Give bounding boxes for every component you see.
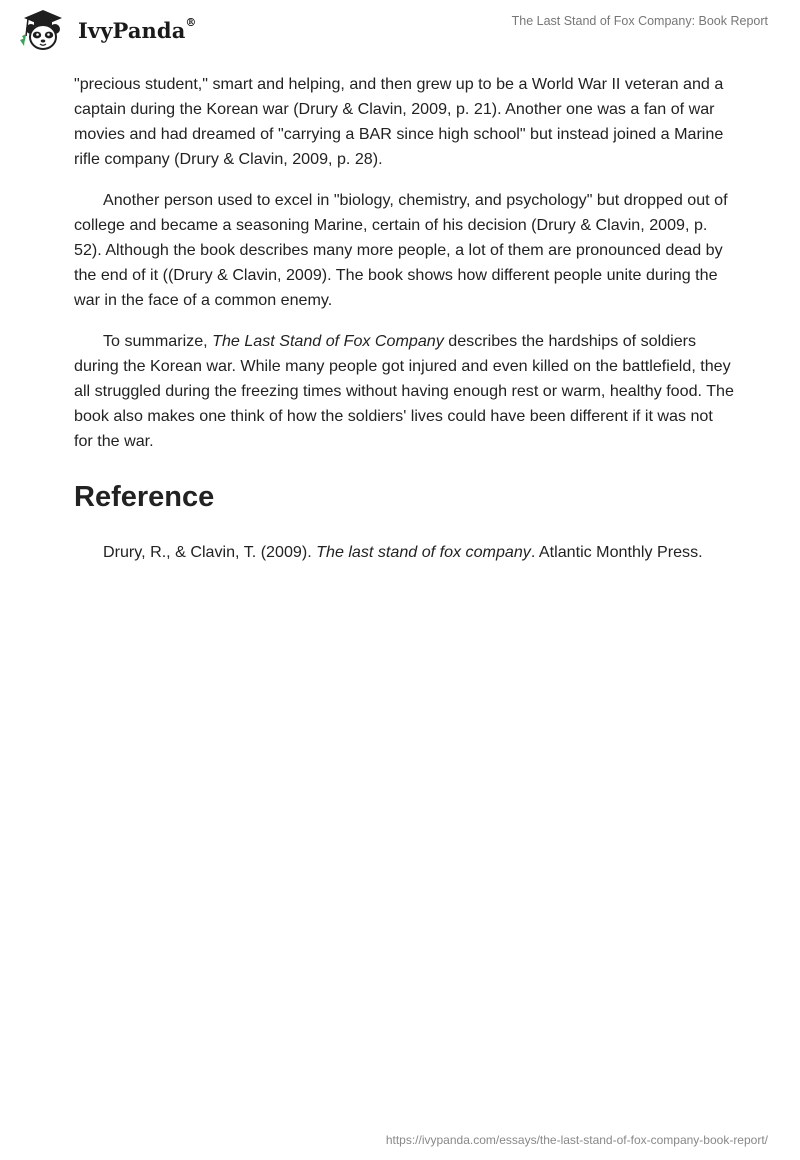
reference-authors: Drury, R., & Clavin, T. (2009). — [103, 543, 317, 561]
panda-graduate-icon — [14, 8, 76, 52]
document-body — [74, 72, 734, 581]
ivypanda-logo[interactable] — [14, 8, 197, 52]
document-title: The Last Stand of Fox Company: Book Report — [511, 14, 768, 28]
book-title-italic: The Last Stand of Fox Company — [212, 332, 444, 350]
summary-lead: To summarize, — [103, 332, 213, 350]
registered-mark: ® — [185, 15, 197, 29]
reference-entry — [74, 540, 734, 565]
logo-text — [78, 15, 197, 43]
page-header — [0, 0, 800, 70]
paragraph-another-person: Another person used to excel in "biology, chemistry, and psychology" but dropped out of college and became a seasoning Marine, certain of his decision (Drury & Clavin, 2009, p. 52). Although the book describes many more people, a lot of them are pronounced dead by the end of it ((Drury & Clavin, 2009). The book shows how different people unite during the war in the face of a common enemy. — [74, 191, 728, 309]
source-url-link[interactable]: https://ivypanda.com/essays/the-last-stand-of-fox-company-book-report/ — [385, 1133, 768, 1147]
logo-wordmark: IvyPanda — [78, 17, 186, 43]
reference-title-italic: The last stand of fox company — [316, 543, 531, 561]
paragraph-continued: "precious student," smart and helping, and then grew up to be a World War II veteran and a captain during the Korean war (Drury & Clavin, 2009, p. 21). Another one was a fan of war movies and had dreamed of "carrying a BAR since high school" but instead joined a Marine rifle company (Drury & Clavin, 2009, p. 28). — [74, 75, 724, 168]
reference-heading: Reference — [74, 481, 215, 513]
paragraph-summary — [74, 329, 734, 454]
reference-publisher: . Atlantic Monthly Press. — [530, 543, 703, 561]
summary-text: describes the hardships of soldiers during the Korean war. While many people got injured and even killed on the battlefield, they all struggled during the freezing times without having enough rest or warm, healthy food. The book also makes one think of how the soldiers' lives could have been different if it was not for the war. — [74, 332, 734, 450]
